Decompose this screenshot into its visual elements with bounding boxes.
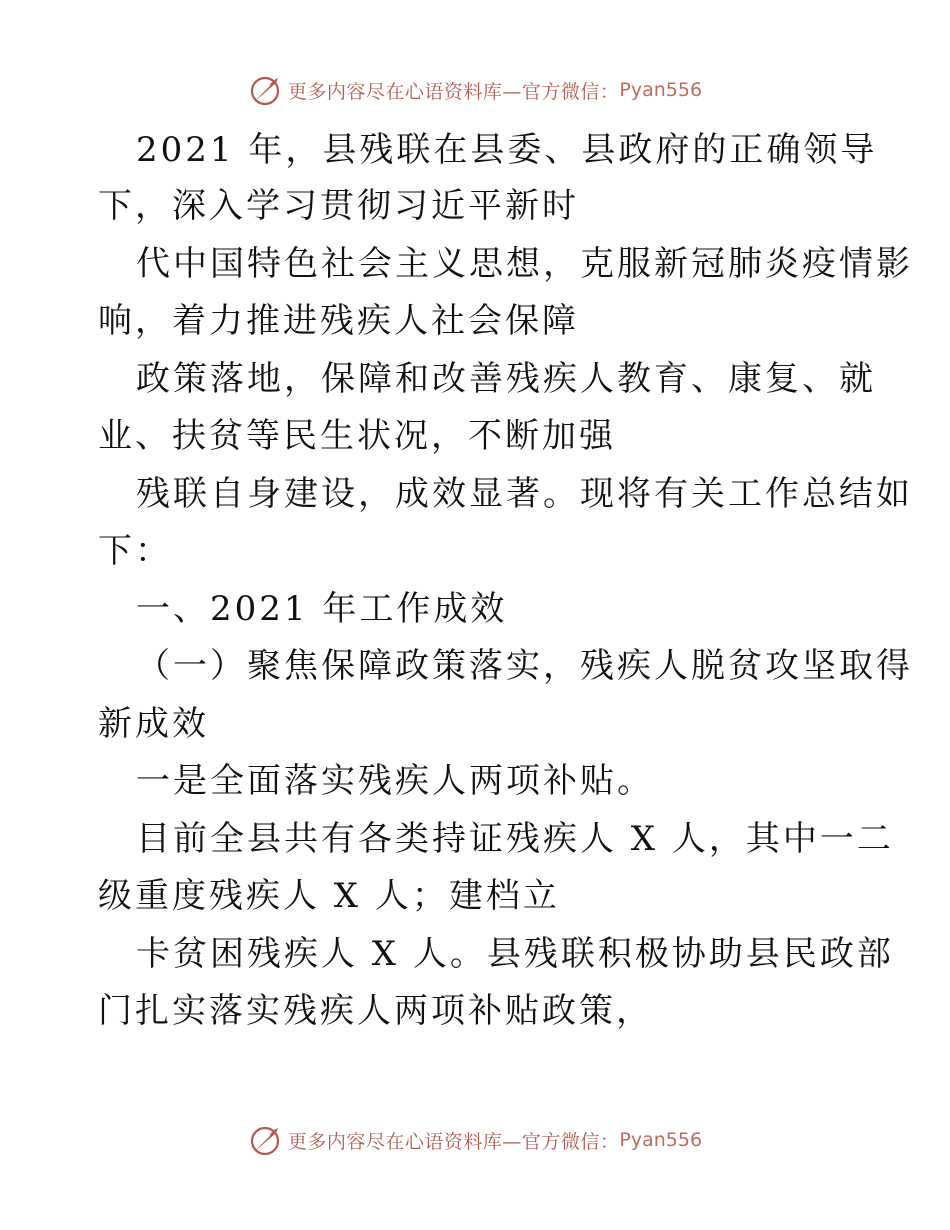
footer-watermark: [0, 1120, 950, 1160]
body-line: 残联自身建设，成效显著。现将有关工作总结如: [136, 474, 913, 514]
header-watermark: [0, 70, 950, 110]
section-heading: 一、2021 年工作成效: [136, 589, 508, 629]
watermark-account: Pyan556: [619, 1129, 703, 1151]
body-line: 业、扶贫等民生状况，不断加强: [98, 416, 616, 456]
body-line: 卡贫困残疾人 X 人。县残联积极协助县民政部: [136, 934, 894, 974]
body-line: 下：: [98, 531, 172, 571]
body-line: 级重度残疾人 X 人；建档立: [98, 876, 560, 916]
quill-logo-icon: [248, 1122, 284, 1158]
watermark-text: 更多内容尽在心语资料库—官方微信：: [287, 1130, 620, 1153]
body-line: 下，深入学习贯彻习近平新时: [98, 186, 579, 226]
watermark-account: Pyan556: [619, 79, 703, 101]
subsection-heading-continuation: 新成效: [98, 704, 209, 744]
body-line: 目前全县共有各类持证残疾人 X 人，其中一二: [136, 819, 894, 859]
body-line: 代中国特色社会主义思想，克服新冠肺炎疫情影: [136, 244, 913, 284]
body-line: 响，着力推进残疾人社会保障: [98, 301, 579, 341]
subsection-heading: （一）聚焦保障政策落实，残疾人脱贫攻坚取得: [136, 646, 913, 686]
watermark-text: 更多内容尽在心语资料库—官方微信：: [287, 80, 620, 103]
body-line: 一是全面落实残疾人两项补贴。: [136, 761, 654, 801]
quill-logo-icon: [248, 72, 284, 108]
body-line: 2021 年，县残联在县委、县政府的正确领导: [136, 130, 878, 170]
body-line: 政策落地，保障和改善残疾人教育、康复、就: [136, 359, 876, 399]
body-line: 门扎实落实残疾人两项补贴政策，: [98, 991, 653, 1031]
